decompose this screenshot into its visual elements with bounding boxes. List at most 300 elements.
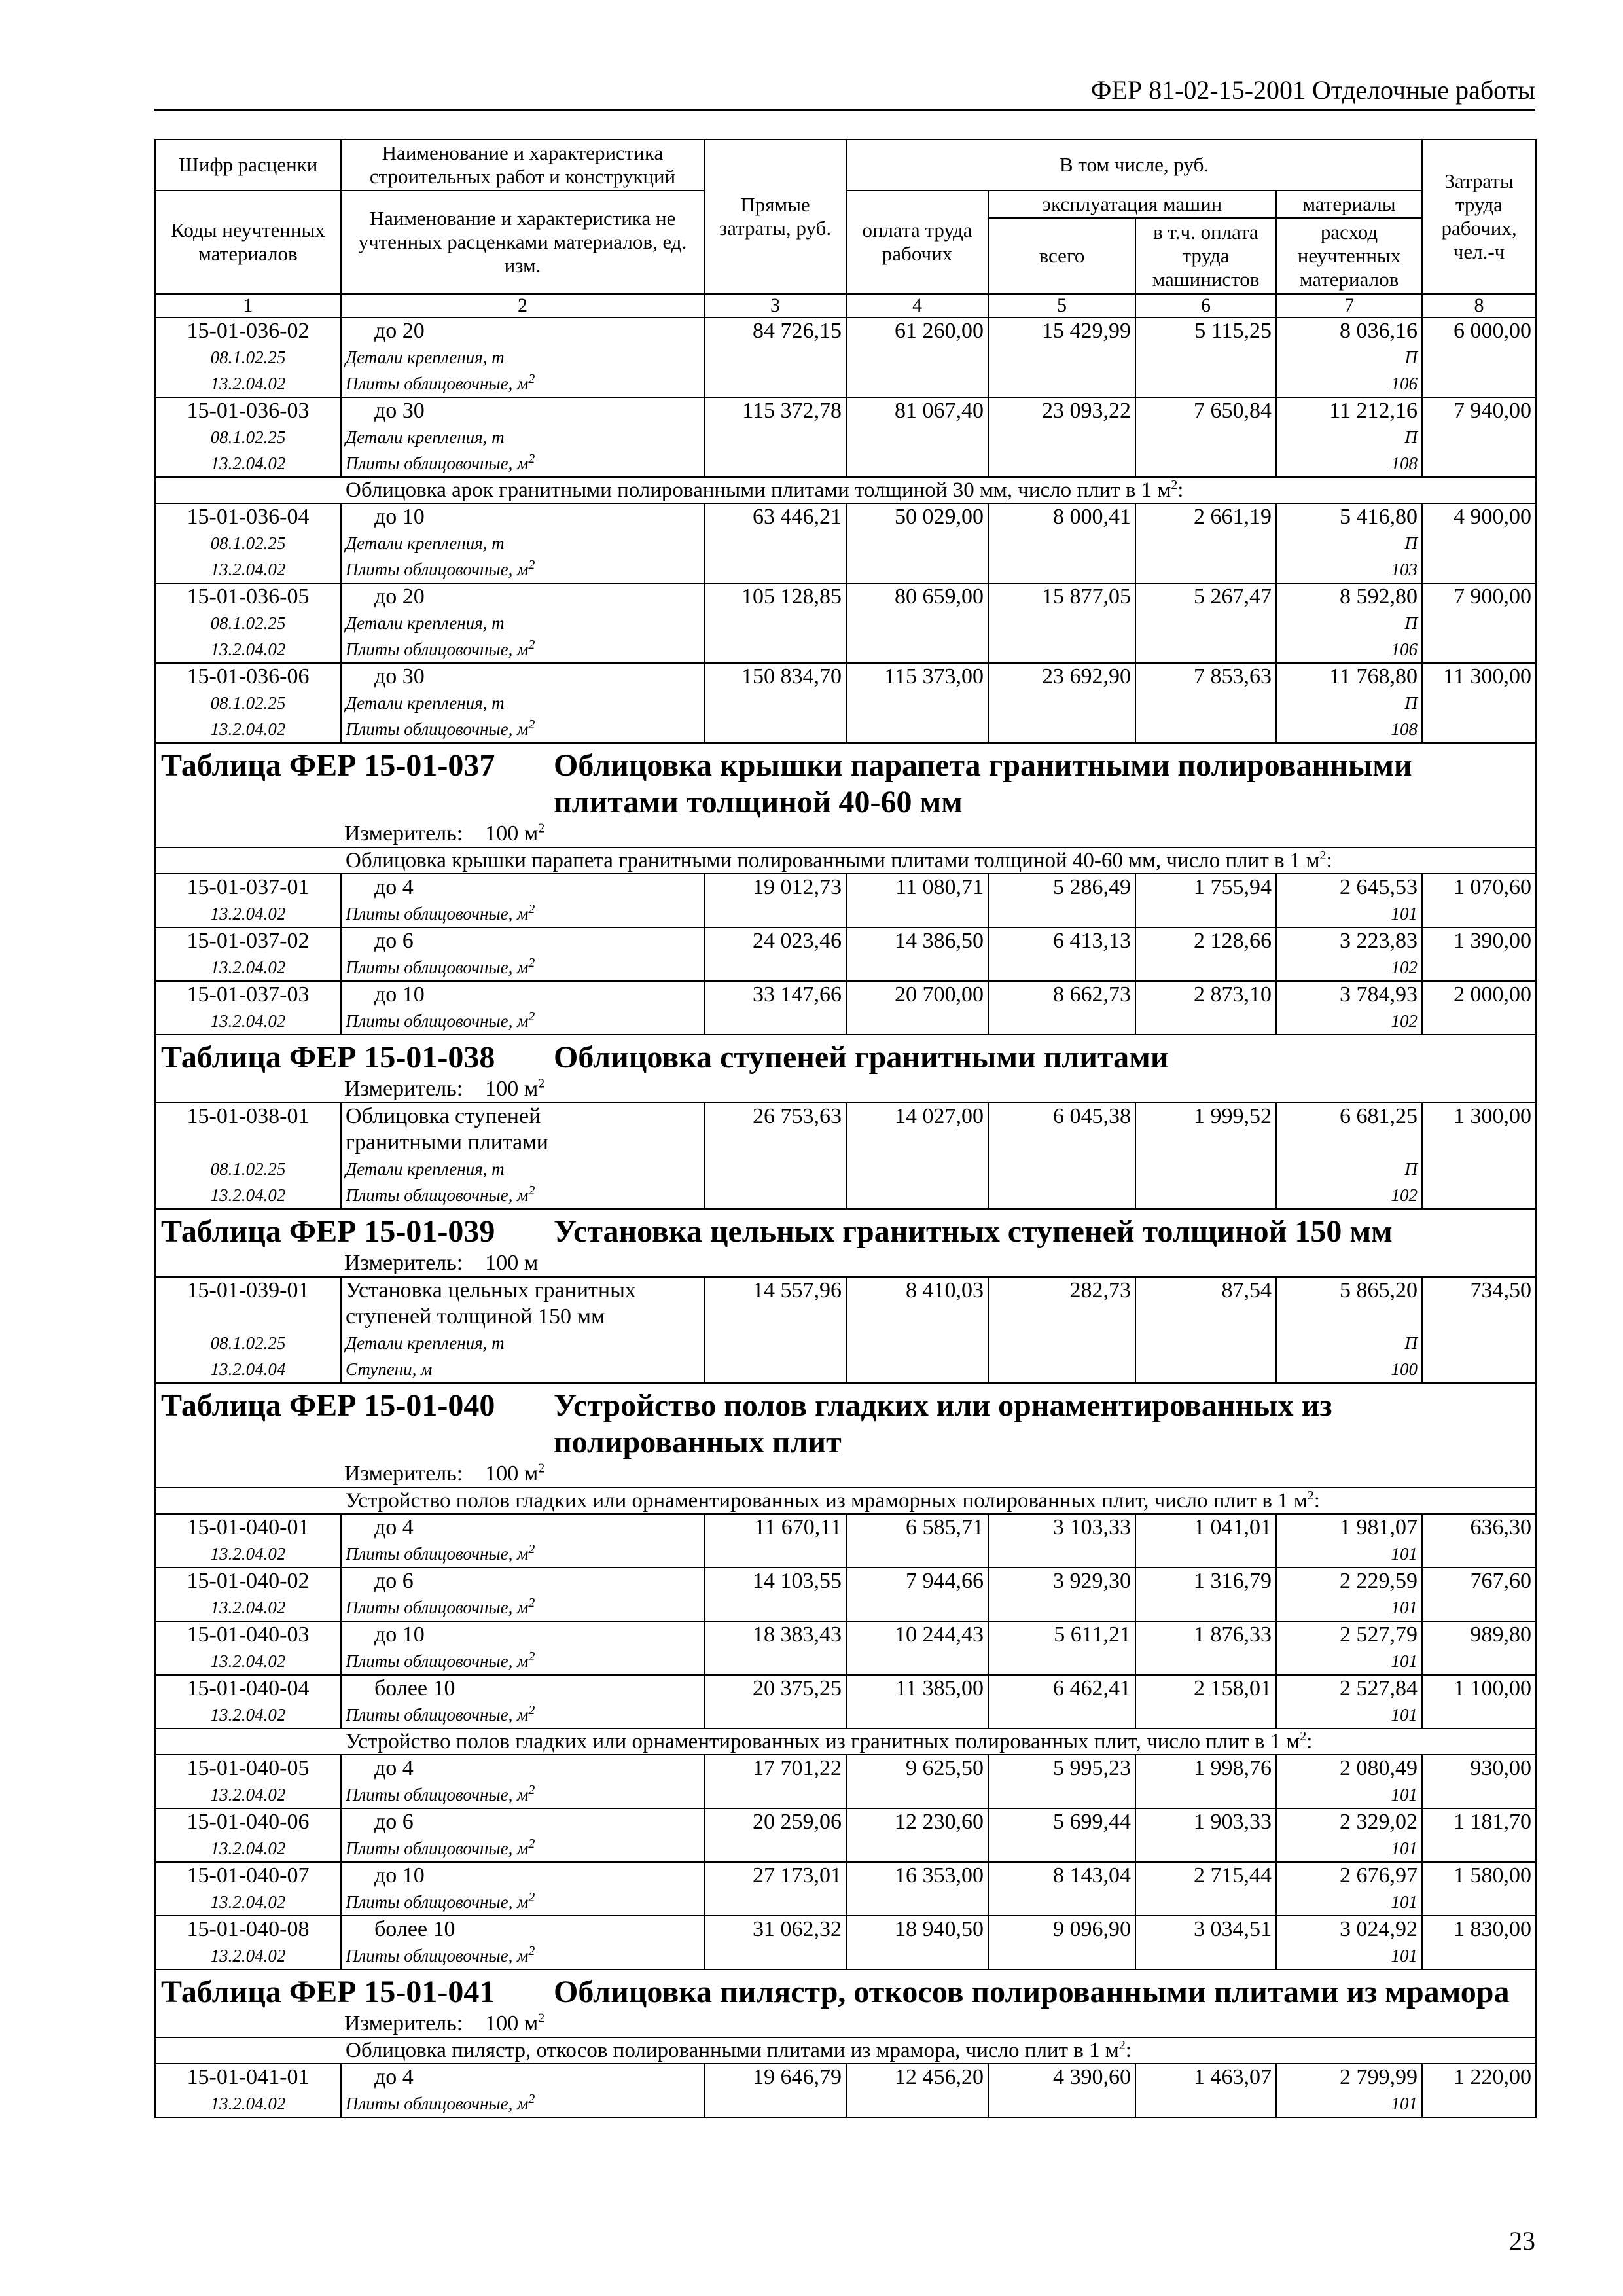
table-row (155, 981, 1536, 1008)
table-title: Установка цельных гранитных ступеней толщиной 150 мм (554, 1214, 1393, 1249)
cell-value: 80 659,00 (846, 583, 988, 610)
rate-code: 15-01-039-01 (155, 1277, 341, 1304)
cell-value: 2 527,79 (1276, 1621, 1422, 1648)
measure: Измеритель: 100 $м^2$ (344, 1461, 545, 1486)
measure: Измеритель: 100 $м^2$ (344, 821, 545, 846)
material-row (155, 344, 1536, 370)
cell-value: 1 300,00 (1422, 1103, 1536, 1130)
table-title: Облицовка ступеней гранитными плитами (554, 1040, 1169, 1075)
rate-name: более 10 (341, 1916, 704, 1943)
material-code: 13.2.04.02 (155, 954, 341, 981)
cell-value: 19 012,73 (704, 874, 846, 901)
rate-name: Облицовка ступеней (341, 1103, 704, 1130)
material-code: 08.1.02.25 (155, 530, 341, 556)
table-row-cont (155, 1304, 1536, 1330)
table-row (155, 1808, 1536, 1835)
rate-code: 15-01-040-08 (155, 1916, 341, 1943)
note-text: Облицовка арок гранитными полированными плитами толщиной 30 мм, число плит в 1 м (346, 478, 1171, 502)
material-row: 13.2.04.02 Плиты облицовочные, $м^2$ 108 (155, 716, 1536, 743)
cell-value: 1 100,00 (1422, 1675, 1536, 1702)
group-note: Облицовка арок гранитными полированными плитами толщиной 30 мм, число плит в 1 $м^2$: (155, 477, 1536, 503)
cell-value: 5 865,20 (1276, 1277, 1422, 1304)
cell-value: 8 036,16 (1276, 317, 1422, 344)
cell-value: 8 592,80 (1276, 583, 1422, 610)
table-row (155, 1568, 1536, 1594)
cell-value: 2 158,01 (1135, 1675, 1276, 1702)
material-name: Плиты облицовочные, м (346, 1598, 529, 1617)
table-row (155, 583, 1536, 610)
cell-value: 7 900,00 (1422, 583, 1536, 610)
note-text: Облицовка пилястр, откосов полированными плитами из мрамора, число плит в 1 м (346, 2039, 1119, 2062)
running-header: ФЕР 81-02-15-2001 Отделочные работы (154, 76, 1535, 111)
material-qty: 100 (1276, 1356, 1422, 1383)
cell-value: 767,60 (1422, 1568, 1536, 1594)
col-naim: Наименование и характеристика строительных работ и конструкций (341, 139, 704, 190)
rate-name: до 6 (341, 927, 704, 954)
material-name: Плиты облицовочные, м (346, 1011, 529, 1031)
rate-code: 15-01-036-05 (155, 583, 341, 610)
material-name: Плиты облицовочные, м (346, 958, 529, 977)
col-vsego: всего (988, 218, 1135, 294)
cell-value: 1 181,70 (1422, 1808, 1536, 1835)
material-row (155, 1330, 1536, 1356)
cell-value: 2 661,19 (1135, 503, 1276, 530)
rate-name-cont: гранитными плитами (341, 1130, 704, 1156)
rate-code: 15-01-040-02 (155, 1568, 341, 1594)
material-qty: 101 (1276, 1702, 1422, 1729)
material-qty: 101 (1276, 1648, 1422, 1675)
table-label: Таблица ФЕР 15-01-037 (161, 748, 495, 783)
material-row: 13.2.04.02 Плиты облицовочные, $м^2$ 101 (155, 1782, 1536, 1808)
cell-value: 1 999,52 (1135, 1103, 1276, 1130)
table-row (155, 927, 1536, 954)
cell-value: 5 267,47 (1135, 583, 1276, 610)
cell-value: 282,73 (988, 1277, 1135, 1304)
material-row: 13.2.04.02 Плиты облицовочные, $м^2$ 106 (155, 370, 1536, 397)
cell-value: 1 463,07 (1135, 2064, 1276, 2090)
rate-code: 15-01-040-07 (155, 1862, 341, 1889)
col-rashod: расход неучтенных материалов (1276, 218, 1422, 294)
cell-value: 5 699,44 (988, 1808, 1135, 1835)
table-row (155, 1916, 1536, 1943)
cell-value: 16 353,00 (846, 1862, 988, 1889)
cell-value: 2 873,10 (1135, 981, 1276, 1008)
col-ekspl: эксплуатация машин (988, 190, 1276, 218)
cell-value: 6 045,38 (988, 1103, 1135, 1130)
section-title (155, 1209, 1536, 1277)
material-qty: 101 (1276, 1541, 1422, 1568)
cell-value: 5 611,21 (988, 1621, 1135, 1648)
rate-code: 15-01-036-02 (155, 317, 341, 344)
table-title: Облицовка крышки парапета гранитными полированными плитами толщиной 40-60 мм (554, 748, 1412, 819)
cell-value: 12 230,60 (846, 1808, 988, 1835)
rate-name: до 10 (341, 981, 704, 1008)
measure-value: 100 м (485, 1462, 539, 1486)
table-row (155, 1514, 1536, 1541)
cell-value: 11 080,71 (846, 874, 988, 901)
table-row (155, 1277, 1536, 1304)
cell-value: 5 286,49 (988, 874, 1135, 901)
rate-code: 15-01-040-01 (155, 1514, 341, 1541)
col-num: 6 (1135, 294, 1276, 317)
cell-value: 2 000,00 (1422, 981, 1536, 1008)
material-row: 13.2.04.02 Плиты облицовочные, $м^2$ 101 (155, 1943, 1536, 1969)
material-qty: 101 (1276, 2090, 1422, 2117)
cell-value: 115 373,00 (846, 663, 988, 690)
table-row (155, 2064, 1536, 2090)
material-qty: 108 (1276, 450, 1422, 477)
note-text: Устройство полов гладких или орнаментированных из мраморных полированных плит, число плит в 1 м (346, 1489, 1308, 1513)
group-note: Облицовка пилястр, откосов полированными плитами из мрамора, число плит в 1 $м^2$: (155, 2037, 1536, 2064)
cell-value: 5 995,23 (988, 1755, 1135, 1782)
cell-value: 19 646,79 (704, 2064, 846, 2090)
rate-name: до 4 (341, 1755, 704, 1782)
cell-value: 15 429,99 (988, 317, 1135, 344)
note-text: Устройство полов гладких или орнаментированных из гранитных полированных плит, число плит в 1 м (346, 1730, 1300, 1753)
material-qty: П (1276, 1330, 1422, 1356)
material-qty: 101 (1276, 1835, 1422, 1862)
material-name: Детали крепления, т (341, 1330, 704, 1356)
rate-name: до 30 (341, 663, 704, 690)
cell-value: 18 383,43 (704, 1621, 846, 1648)
material-qty: 103 (1276, 556, 1422, 583)
cell-value: 8 143,04 (988, 1862, 1135, 1889)
cell-value: 1 903,33 (1135, 1808, 1276, 1835)
material-code: 13.2.04.02 (155, 716, 341, 743)
col-vtom: В том числе, руб. (846, 139, 1422, 190)
cell-value: 105 128,85 (704, 583, 846, 610)
table-row-cont (155, 1130, 1536, 1156)
table-row (155, 663, 1536, 690)
material-qty: П (1276, 690, 1422, 716)
cell-value: 23 093,22 (988, 397, 1135, 424)
cell-value: 3 034,51 (1135, 1916, 1276, 1943)
cell-value: 1 830,00 (1422, 1916, 1536, 1943)
col-pryamye: Прямые затраты, руб. (704, 139, 846, 294)
cell-value: 2 799,99 (1276, 2064, 1422, 2090)
cell-value: 9 625,50 (846, 1755, 988, 1782)
material-qty: 106 (1276, 370, 1422, 397)
material-qty: 101 (1276, 1782, 1422, 1808)
cell-value: 10 244,43 (846, 1621, 988, 1648)
section-title (155, 743, 1536, 848)
cell-value: 1 580,00 (1422, 1862, 1536, 1889)
cell-value: 3 929,30 (988, 1568, 1135, 1594)
cell-value: 7 650,84 (1135, 397, 1276, 424)
cell-value: 6 413,13 (988, 927, 1135, 954)
rates-table (154, 139, 1537, 2118)
cell-value: 7 853,63 (1135, 663, 1276, 690)
cell-value: 8 662,73 (988, 981, 1135, 1008)
table-row (155, 317, 1536, 344)
cell-value: 14 027,00 (846, 1103, 988, 1130)
cell-value: 3 784,93 (1276, 981, 1422, 1008)
rate-code: 15-01-036-04 (155, 503, 341, 530)
material-row: 13.2.04.02 Плиты облицовочные, $м^2$ 101 (155, 2090, 1536, 2117)
table-row (155, 1103, 1536, 1130)
cell-value: 2 527,84 (1276, 1675, 1422, 1702)
cell-value: 4 900,00 (1422, 503, 1536, 530)
material-code: 13.2.04.02 (155, 1541, 341, 1568)
material-name: Плиты облицовочные, м (346, 1185, 529, 1205)
table-label: Таблица ФЕР 15-01-040 (161, 1388, 495, 1423)
material-name: Детали крепления, т (341, 690, 704, 716)
cell-value: 5 416,80 (1276, 503, 1422, 530)
material-code: 08.1.02.25 (155, 610, 341, 636)
cell-value: 989,80 (1422, 1621, 1536, 1648)
rate-name: до 20 (341, 317, 704, 344)
material-qty: 102 (1276, 1008, 1422, 1035)
material-code: 13.2.04.02 (155, 1943, 341, 1969)
col-oplata: оплата труда рабочих (846, 190, 988, 294)
cell-value: 14 386,50 (846, 927, 988, 954)
rate-name: до 30 (341, 397, 704, 424)
cell-value: 20 259,06 (704, 1808, 846, 1835)
material-code: 13.2.04.02 (155, 1782, 341, 1808)
material-row: 13.2.04.02 Плиты облицовочные, $м^2$ 101 (155, 1702, 1536, 1729)
cell-value: 11 300,00 (1422, 663, 1536, 690)
cell-value: 11 212,16 (1276, 397, 1422, 424)
col-num: 4 (846, 294, 988, 317)
section-title (155, 1035, 1536, 1103)
material-qty: П (1276, 530, 1422, 556)
cell-value: 61 260,00 (846, 317, 988, 344)
material-qty: 101 (1276, 901, 1422, 927)
cell-value: 8 410,03 (846, 1277, 988, 1304)
cell-value: 2 676,97 (1276, 1862, 1422, 1889)
table-row (155, 397, 1536, 424)
measure-label: Измеритель: (344, 1077, 463, 1101)
material-code: 13.2.04.04 (155, 1356, 341, 1383)
material-name: Плиты облицовочные, м (346, 1544, 529, 1564)
material-name: Детали крепления, т (341, 1156, 704, 1182)
cell-value: 1 220,00 (1422, 2064, 1536, 2090)
measure-value: 100 м (485, 1251, 539, 1275)
col-num: 8 (1422, 294, 1536, 317)
table-row (155, 1621, 1536, 1648)
material-code: 13.2.04.02 (155, 556, 341, 583)
measure-label: Измеритель: (344, 1462, 463, 1486)
rate-code: 15-01-041-01 (155, 2064, 341, 2090)
cell-value: 31 062,32 (704, 1916, 846, 1943)
cell-value: 2 645,53 (1276, 874, 1422, 901)
material-name: Ступени, м (341, 1356, 704, 1383)
cell-value: 81 067,40 (846, 397, 988, 424)
material-name: Плиты облицовочные, м (346, 1892, 529, 1912)
material-name: Плиты облицовочные, м (346, 560, 529, 579)
cell-value: 1 316,79 (1135, 1568, 1276, 1594)
cell-value: 24 023,46 (704, 927, 846, 954)
material-row: 13.2.04.02 Плиты облицовочные, $м^2$ 101 (155, 1594, 1536, 1621)
section-title (155, 1969, 1536, 2037)
material-code: 13.2.04.02 (155, 370, 341, 397)
cell-value: 33 147,66 (704, 981, 846, 1008)
col-zatraty: Затраты труда рабочих, чел.-ч (1422, 139, 1536, 294)
cell-value: 11 670,11 (704, 1514, 846, 1541)
cell-value: 14 557,96 (704, 1277, 846, 1304)
material-row: 13.2.04.02 Плиты облицовочные, $м^2$ 102 (155, 1008, 1536, 1035)
material-qty: 108 (1276, 716, 1422, 743)
material-row: 13.2.04.02 Плиты облицовочные, $м^2$ 101 (155, 1835, 1536, 1862)
material-code: 13.2.04.02 (155, 1594, 341, 1621)
material-code: 08.1.02.25 (155, 1330, 341, 1356)
material-qty: 102 (1276, 1182, 1422, 1209)
rate-name: до 4 (341, 1514, 704, 1541)
cell-value: 12 456,20 (846, 2064, 988, 2090)
cell-value: 63 446,21 (704, 503, 846, 530)
col-num: 5 (988, 294, 1135, 317)
measure: Измеритель: 100 $м^2$ (344, 1076, 545, 1101)
col-num: 3 (704, 294, 846, 317)
material-qty: 101 (1276, 1943, 1422, 1969)
cell-value: 1 390,00 (1422, 927, 1536, 954)
material-row (155, 1156, 1536, 1182)
cell-value: 87,54 (1135, 1277, 1276, 1304)
material-name: Плиты облицовочные, м (346, 2094, 529, 2113)
cell-value: 18 940,50 (846, 1916, 988, 1943)
rate-name: до 10 (341, 503, 704, 530)
material-qty: 106 (1276, 636, 1422, 663)
material-name: Детали крепления, т (341, 610, 704, 636)
material-row: 13.2.04.02 Плиты облицовочные, $м^2$ 101 (155, 901, 1536, 927)
rate-code: 15-01-036-06 (155, 663, 341, 690)
cell-value: 1 070,60 (1422, 874, 1536, 901)
col-shifr: Шифр расценки (155, 139, 341, 190)
cell-value: 23 692,90 (988, 663, 1135, 690)
material-code: 08.1.02.25 (155, 424, 341, 450)
material-name: Плиты облицовочные, м (346, 1839, 529, 1858)
rate-name: до 6 (341, 1568, 704, 1594)
rate-name: Установка цельных гранитных (341, 1277, 704, 1304)
material-name: Детали крепления, т (341, 530, 704, 556)
cell-value: 930,00 (1422, 1755, 1536, 1782)
rate-name: до 10 (341, 1862, 704, 1889)
cell-value: 2 080,49 (1276, 1755, 1422, 1782)
material-code: 13.2.04.02 (155, 901, 341, 927)
material-qty: П (1276, 1156, 1422, 1182)
material-code: 08.1.02.25 (155, 1156, 341, 1182)
rate-name: до 6 (341, 1808, 704, 1835)
group-note: Устройство полов гладких или орнаментированных из гранитных полированных плит, число плит в 1 $м^2$: (155, 1729, 1536, 1755)
material-code: 13.2.04.02 (155, 1835, 341, 1862)
material-qty: 102 (1276, 954, 1422, 981)
col-num: 2 (341, 294, 704, 317)
rate-code: 15-01-040-03 (155, 1621, 341, 1648)
cell-value: 17 701,22 (704, 1755, 846, 1782)
material-row: 13.2.04.02 Плиты облицовочные, $м^2$ 102 (155, 1182, 1536, 1209)
cell-value: 84 726,15 (704, 317, 846, 344)
material-row: 13.2.04.02 Плиты облицовочные, $м^2$ 106 (155, 636, 1536, 663)
material-name: Плиты облицовочные, м (346, 1705, 529, 1725)
material-qty: П (1276, 424, 1422, 450)
measure-value: 100 м (485, 2011, 539, 2036)
table-label: Таблица ФЕР 15-01-039 (161, 1214, 495, 1249)
material-name: Детали крепления, т (341, 424, 704, 450)
page-number: 23 (1509, 2226, 1535, 2255)
cell-value: 3 024,92 (1276, 1916, 1422, 1943)
cell-value: 20 700,00 (846, 981, 988, 1008)
cell-value: 2 229,59 (1276, 1568, 1422, 1594)
cell-value: 8 000,41 (988, 503, 1135, 530)
material-row (155, 1356, 1536, 1383)
cell-value: 734,50 (1422, 1277, 1536, 1304)
material-name: Плиты облицовочные, м (346, 1785, 529, 1804)
material-row: 13.2.04.02 Плиты облицовочные, $м^2$ 108 (155, 450, 1536, 477)
rate-name: более 10 (341, 1675, 704, 1702)
cell-value: 6 000,00 (1422, 317, 1536, 344)
material-name: Плиты облицовочные, м (346, 374, 529, 393)
material-code: 13.2.04.02 (155, 1008, 341, 1035)
rate-name: до 4 (341, 874, 704, 901)
col-naim2: Наименование и характеристика не учтенных расценками материалов, ед. изм. (341, 190, 704, 294)
table-row (155, 1755, 1536, 1782)
material-name: Плиты облицовочные, м (346, 719, 529, 739)
table-label: Таблица ФЕР 15-01-038 (161, 1040, 495, 1075)
material-row (155, 424, 1536, 450)
cell-value: 636,30 (1422, 1514, 1536, 1541)
cell-value: 4 390,60 (988, 2064, 1135, 2090)
table-label: Таблица ФЕР 15-01-041 (161, 1975, 495, 2009)
material-row: 13.2.04.02 Плиты облицовочные, $м^2$ 101 (155, 1648, 1536, 1675)
rate-name: до 20 (341, 583, 704, 610)
table-title: Устройство полов гладких или орнаментированных из полированных плит (554, 1388, 1332, 1460)
cell-value: 2 128,66 (1135, 927, 1276, 954)
cell-value: 11 768,80 (1276, 663, 1422, 690)
cell-value: 26 753,63 (704, 1103, 846, 1130)
rate-code: 15-01-040-06 (155, 1808, 341, 1835)
cell-value: 20 375,25 (704, 1675, 846, 1702)
cell-value: 115 372,78 (704, 397, 846, 424)
material-row: 13.2.04.02 Плиты облицовочные, $м^2$ 102 (155, 954, 1536, 981)
material-code: 13.2.04.02 (155, 1648, 341, 1675)
material-code: 13.2.04.02 (155, 1702, 341, 1729)
material-row: 13.2.04.02 Плиты облицовочные, $м^2$ 101 (155, 1889, 1536, 1916)
material-qty: 101 (1276, 1889, 1422, 1916)
cell-value: 2 715,44 (1135, 1862, 1276, 1889)
cell-value: 2 329,02 (1276, 1808, 1422, 1835)
measure-label: Измеритель: (344, 821, 463, 846)
material-row: 13.2.04.02 Плиты облицовочные, $м^2$ 101 (155, 1541, 1536, 1568)
cell-value: 6 462,41 (988, 1675, 1135, 1702)
group-note: Облицовка крышки парапета гранитными полированными плитами толщиной 40-60 мм, число плит в 1 $м^2$: (155, 848, 1536, 874)
cell-value: 50 029,00 (846, 503, 988, 530)
cell-value: 1 981,07 (1276, 1514, 1422, 1541)
note-text: Облицовка крышки парапета гранитными полированными плитами толщиной 40-60 мм, число плит в 1 м (346, 849, 1320, 872)
section-title (155, 1383, 1536, 1488)
cell-value: 5 115,25 (1135, 317, 1276, 344)
rate-code: 15-01-036-03 (155, 397, 341, 424)
measure-label: Измеритель: (344, 2011, 463, 2036)
cell-value: 1 876,33 (1135, 1621, 1276, 1648)
material-row (155, 530, 1536, 556)
cell-value: 11 385,00 (846, 1675, 988, 1702)
cell-value: 6 585,71 (846, 1514, 988, 1541)
cell-value: 6 681,25 (1276, 1103, 1422, 1130)
material-name: Плиты облицовочные, м (346, 639, 529, 659)
table-row (155, 1862, 1536, 1889)
cell-value: 1 998,76 (1135, 1755, 1276, 1782)
col-vtch: в т.ч. оплата труда машинистов (1135, 218, 1276, 294)
material-name: Плиты облицовочные, м (346, 904, 529, 924)
cell-value: 9 096,90 (988, 1916, 1135, 1943)
col-num: 7 (1276, 294, 1422, 317)
rate-code: 15-01-040-04 (155, 1675, 341, 1702)
material-qty: П (1276, 344, 1422, 370)
table-header (155, 139, 1536, 317)
material-name: Плиты облицовочные, м (346, 1946, 529, 1965)
material-code: 13.2.04.02 (155, 636, 341, 663)
material-name: Плиты облицовочные, м (346, 1651, 529, 1671)
